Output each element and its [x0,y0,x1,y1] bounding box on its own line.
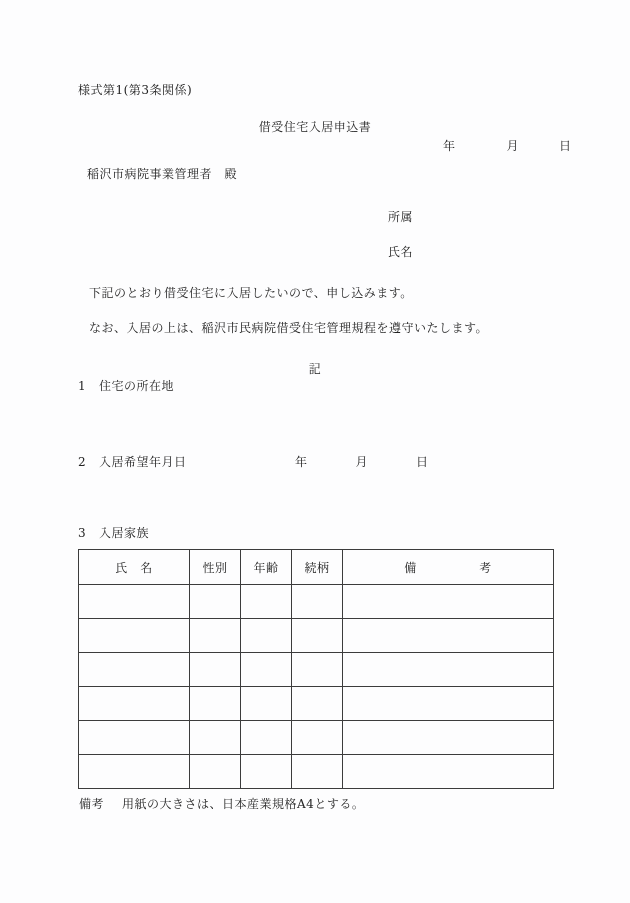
item-2-date-day-label: 日 [416,455,429,469]
name-label: 氏名 [388,245,414,259]
item-3-label: 入居家族 [99,526,150,540]
family-table-row [79,653,554,687]
family-table-cell [79,687,190,721]
family-table-cell [292,687,343,721]
family-table-cell [79,653,190,687]
remark-label: 備考 [79,797,105,811]
addressee-line: 稲沢市病院事業管理者 殿 [87,167,238,181]
family-table-cell [292,619,343,653]
item-2-date-year-label: 年 [295,455,308,469]
family-table-cell [79,755,190,789]
item-household-members [78,526,149,540]
family-table-cell [79,619,190,653]
form-number: 様式第1(第3条関係) [78,83,193,97]
family-table-row [79,755,554,789]
header-date-day-label: 日 [559,139,572,153]
family-table-cell [190,585,241,619]
item-2-date-line [295,455,429,469]
family-table-cell [190,619,241,653]
family-table-cell [190,653,241,687]
header-date-year-label: 年 [443,139,456,153]
family-table-body [79,585,554,789]
document-title: 借受住宅入居申込書 [258,120,372,134]
family-table-cell [79,585,190,619]
family-table-row [79,721,554,755]
family-table-cell [343,721,554,755]
remark-text: 用紙の大きさは、日本産業規格A4とする。 [122,797,365,811]
family-table-cell [292,585,343,619]
item-2-label: 入居希望年月日 [99,455,187,469]
item-housing-location [78,379,174,393]
family-table-cell [343,687,554,721]
item-desired-move-in-date [78,455,187,469]
family-table-cell [79,721,190,755]
family-table-cell [292,721,343,755]
family-table-header-sex: 性別 [190,550,241,585]
family-table-cell [343,619,554,653]
family-table-cell [343,653,554,687]
family-table-header-age: 年齢 [241,550,292,585]
affiliation-label: 所属 [388,210,414,224]
item-1-label: 住宅の所在地 [99,379,175,393]
family-table-cell [190,721,241,755]
item-2-date-month-label: 月 [355,455,369,469]
family-table-cell [241,585,292,619]
item-3-number: 3 [78,526,87,540]
intro-line-2: なお、入居の上は、稲沢市民病院借受住宅管理規程を遵守いたします。 [89,321,489,335]
family-table-cell [292,653,343,687]
family-table-header-name: 氏 名 [79,550,190,585]
header-date-month-label: 月 [506,139,520,153]
family-table-cell [241,687,292,721]
family-table-cell [292,755,343,789]
family-table-cell [343,585,554,619]
family-table-header-row [79,550,554,585]
family-table-cell [241,653,292,687]
family-table-cell [190,755,241,789]
family-table-header-remarks: 備 考 [343,550,554,585]
family-table [78,549,554,789]
remark-line [79,797,364,811]
family-table-row [79,687,554,721]
family-table-cell [343,755,554,789]
family-table-row [79,585,554,619]
family-table-cell [241,619,292,653]
family-table-cell [241,755,292,789]
family-table-header-relationship: 続柄 [292,550,343,585]
item-2-number: 2 [78,455,87,469]
family-table-cell [190,687,241,721]
list-marker: 記 [308,362,322,376]
item-1-number: 1 [78,379,87,393]
header-date-line [443,139,572,153]
intro-line-1: 下記のとおり借受住宅に入居したいので、申し込みます。 [89,286,413,300]
family-table-cell [241,721,292,755]
family-table-row [79,619,554,653]
